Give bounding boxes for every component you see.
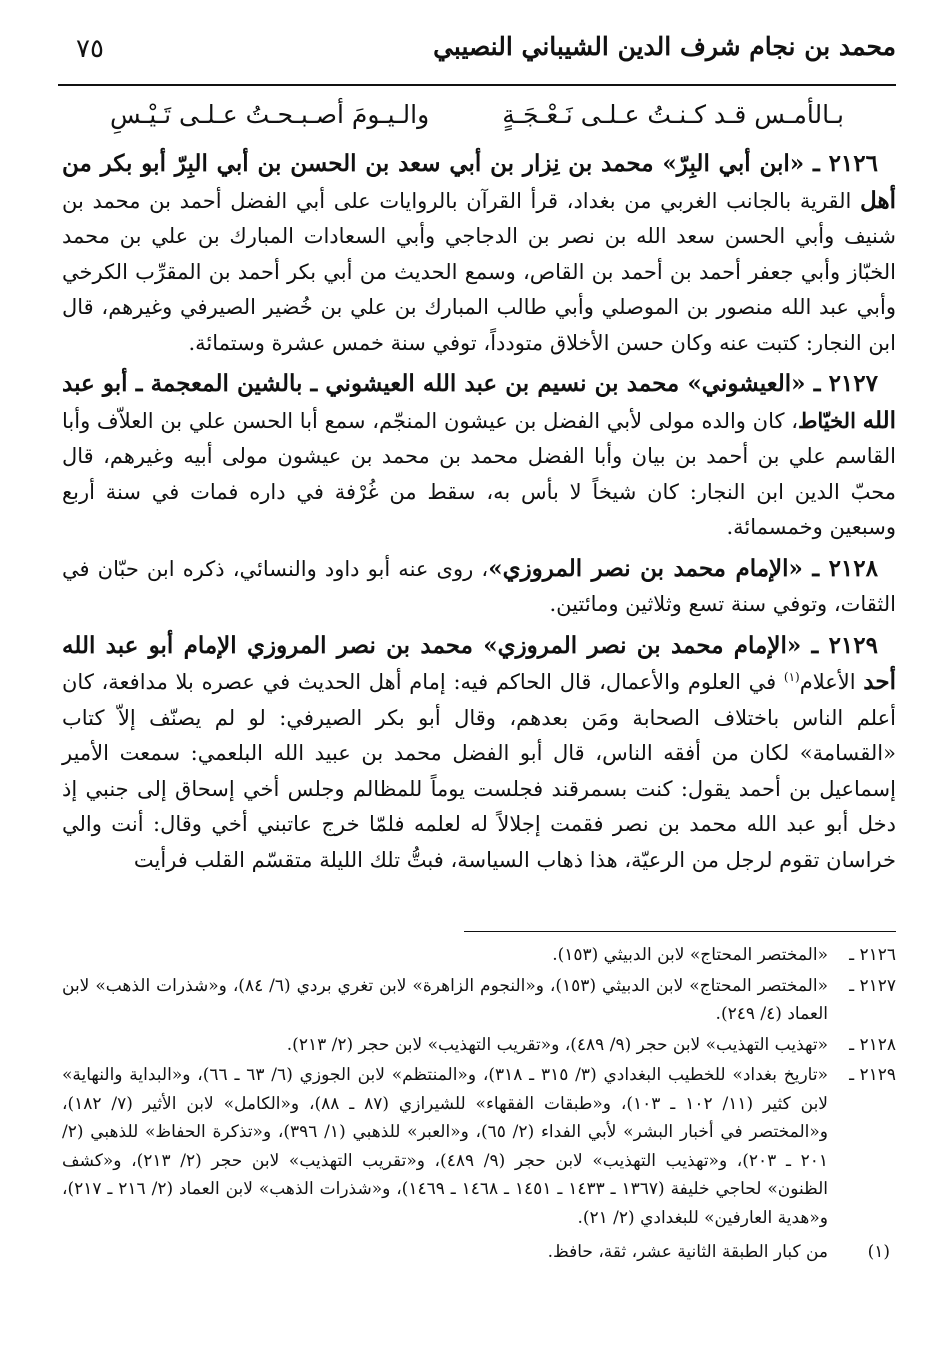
entry-heading-continued: الخيّاط [797, 407, 856, 433]
verse-second-hemistich: والـيـومَ أصـبـحـتُ عـلـى تَـيْـسِ [110, 100, 430, 129]
source-text: «تاريخ بغداد» للخطيب البغدادي (٣/ ٣١٥ ـ ٣١٨)، و«المنتظم» لابن الجوزي (٦/ ٦٣ ـ ٦٦)، و«البداية والنهاية» لابن كثير (١١/ ١٠٢ ـ ١٠٣)، و«طبقات الفقهاء» للشيرازي (٨٧ ـ ٨٨)، و«الكامل» لابن الأثير (٧/ ١٨٢)، و«المختصر في أخبار البشر» لأبي الفداء (٢/ ٦٥)، و«العبر» للذهبي (١/ ٣٩٦)، و«تذكرة الحفاظ» للذهبي (٢/ ٢٠١ ـ ٢٠٣)، و«تهذيب التهذيب» لابن حجر (٩/ ٤٨٩)، و«تقريب التهذيب» لابن حجر (٢/ ٢١٣)، و«كشف الظنون» لحاجي خليفة (١٣٦٧ ـ ١٤٣٣ ـ ١٤٥١ ـ ١٤٦٨ ـ ١٤٦٩)، و«شذرات الذهب» لابن العماد (٢/ ٢١٦ ـ ٢١٧)، و«هدية العارفين» للبغدادي (٢/ ٢١). [62, 1065, 828, 1228]
source-item [62, 1061, 896, 1232]
entry-heading: «العيشوني» محمد بن نسيم بن عبد الله العيشوني ـ بالشين المعجمة ـ أبو عبد الله [62, 370, 896, 434]
entry-heading: «الإمام محمد بن نصر المروزي» محمد بن نصر المروزي الإمام أبو عبد الله أحد [62, 631, 896, 695]
entry-2128: ٢١٢٨ ـ «الإمام محمد بن نصر المروزي»، روى عنه أبو داود والنسائي، ذكره ابن حبّان في الثقات، وتوفي سنة تسع وثلاثين ومائتين. [62, 554, 896, 616]
source-number: ٢١٢٨ ـ [849, 1034, 896, 1055]
source-number: ٢١٢٦ ـ [849, 945, 896, 965]
entry-number: ٢١٢٧ [828, 370, 878, 397]
entry-number: ٢١٢٦ [828, 150, 878, 177]
sources-section [62, 941, 896, 1267]
header-divider [58, 84, 896, 86]
footnote [62, 1238, 896, 1267]
source-text: «تهذيب التهذيب» لابن حجر (٩/ ٤٨٩)، و«تقريب التهذيب» لابن حجر (٢/ ٢١٣). [286, 1034, 828, 1055]
verse-first-hemistich: بـالأمـس قـد كـنـتُ عـلـى نَـعْـجَـةٍ [502, 100, 844, 129]
entry-text: ، روى عنه أبو داود والنسائي، ذكره ابن حبّان في الثقات، وتوفي سنة تسع وثلاثين ومائتين. [62, 556, 896, 616]
footnote-marker: (١) [867, 1242, 890, 1262]
source-number: ٢١٢٩ ـ [849, 1065, 896, 1085]
entry-number: ٢١٢٩ [828, 631, 878, 659]
entry-text-lead: الأعلام [799, 670, 856, 694]
source-text: «المختصر المحتاج» لابن الدبيثي (١٥٣). [552, 945, 828, 965]
source-item [62, 941, 896, 970]
main-text [62, 146, 896, 883]
footnote-text: من كبار الطبقة الثانية عشر، ثقة، حافظ. [547, 1242, 828, 1262]
entry-heading: «الإمام محمد بن نصر المروزي» [488, 554, 803, 582]
source-number: ٢١٢٧ ـ [849, 975, 896, 996]
page-header [58, 30, 896, 74]
entry-text: ، كان والده مولى لأبي الفضل بن عيشون المنجّم، سمع أبا الحسن علي بن العلاّف وأبا القاسم علي بن أحمد بن بيان وأبا الفضل محمد بن محمد بن عيشون مولى أبيه وغيرهم، قال محبّ الدين ابن النجار: كان شيخاً لا بأس به، سقط من غُرْفة في داره فمات في سنة أربع وسبعين وخمسمائة. [62, 408, 896, 539]
source-item [62, 1031, 896, 1060]
page-number: ٧٥ [76, 34, 104, 64]
entry-2127: ٢١٢٧ ـ «العيشوني» محمد بن نسيم بن عبد الله العيشوني ـ بالشين المعجمة ـ أبو عبد الله الخيّاط، كان والده مولى لأبي الفضل بن عيشون المنجّم، سمع أبا الحسن علي بن العلاّف وأبا القاسم علي بن أحمد بن بيان وأبا الفضل محمد بن محمد بن عيشون مولى أبيه وغيرهم، قال محبّ الدين ابن النجار: كان شيخاً لا بأس به، سقط من غُرْفة في داره فمات في سنة أربع وسبعين وخمسمائة. [62, 370, 896, 539]
running-title: محمد بن نجام شرف الدين الشيباني النصيبي [433, 32, 896, 61]
footnote-divider [464, 931, 896, 932]
entry-text: القرية بالجانب الغربي من بغداد، قرأ القرآن بالروايات على أبي الفضل أحمد بن محمد بن شنيف وأبي الحسن سعد الله بن نصر بن الدجاجي وأبي السعادات المبارك بن علي بن محمد الخبّاز وأبي جعفر أحمد بن أحمد بن القاص، وسمع الحديث من أبي بكر أحمد بن المقرِّب الكرخي وأبي عبد الله منصور بن الموصلي وأبي طالب المبارك بن علي بن خُضير الصيرفي وغيرهم، قال ابن النجار: كتبت عنه وكان حسن الأخلاق متودداً، توفي سنة خمس عشرة وستمائة. [62, 188, 896, 355]
source-text: «المختصر المحتاج» لابن الدبيثي (١٥٣)، و«النجوم الزاهرة» لابن تغري بردي (٦/ ٨٤)، و«شذرات الذهب» لابن العماد (٤/ ٢٤٩). [62, 975, 828, 1024]
entry-2129: ٢١٢٩ ـ «الإمام محمد بن نصر المروزي» محمد بن نصر المروزي الإمام أبو عبد الله أحد الأعلام$^{(١)}$ في العلوم والأعمال، قال الحاكم فيه: إمام أهل الحديث في عصره بلا مدافعة، كان أعلم الناس باختلاف الصحابة ومَن بعدهم، وقال أبو بكر الصيرفي: لو لم يصنّف إلاّ كتاب «القسامة» لكان من أفقه الناس، قال أبو الفضل محمد بن عبيد الله البلعمي: سمعت الأمير إسماعيل بن أحمد يقول: كنت بسمرقند فجلست يوماً للمظالم وجلس أخي إسحاق إلى جنبي إذ دخل أبو عبد الله محمد بن نصر فقمت إجلالاً له لعلمه فلمّا خرج عاتبني أخي وقال: أنت والي خراسان تقوم لرجل من الرعيّة، هذا ذهاب السياسة، فبتُّ تلك الليلة متقسّم القلب فرأيت [62, 631, 896, 872]
source-item [62, 972, 896, 1029]
entry-2126: ٢١٢٦ ـ «ابن أبي البِرّ» محمد بن نِزار بن أبي سعد بن الحسن بن أبي البِرّ أبو بكر من أهل القرية بالجانب الغربي من بغداد، قرأ القرآن بالروايات على أبي الفضل أحمد بن محمد بن شنيف وأبي الحسن سعد الله بن نصر بن الدجاجي وأبي السعادات المبارك بن علي بن محمد الخبّاز وأبي جعفر أحمد بن أحمد بن القاص، وسمع الحديث من أبي بكر أحمد بن المقرِّب الكرخي وأبي عبد الله منصور بن الموصلي وأبي طالب المبارك بن علي بن خُضير الصيرفي وغيرهم، قال ابن النجار: كتبت عنه وكان حسن الأخلاق متودداً، توفي سنة خمس عشرة وستمائة. [62, 150, 896, 355]
footnote-reference[interactable]: (١) [783, 670, 800, 684]
poetry-verse [110, 100, 844, 140]
entry-text: في العلوم والأعمال، قال الحاكم فيه: إمام أهل الحديث في عصره بلا مدافعة، كان أعلم الناس باختلاف الصحابة ومَن بعدهم، وقال أبو بكر الصيرفي: لو لم يصنّف إلاّ كتاب «القسامة» لكان من أفقه الناس، قال أبو الفضل محمد بن عبيد الله البلعمي: سمعت الأمير إسماعيل بن أحمد يقول: كنت بسمرقند فجلست يوماً للمظالم وجلس أخي إسحاق إلى جنبي إذ دخل أبو عبد الله محمد بن نصر فقمت إجلالاً له لعلمه فلمّا خرج عاتبني أخي وقال: أنت والي خراسان تقوم لرجل من الرعيّة، هذا ذهاب السياسة، فبتُّ تلك الليلة متقسّم القلب فرأيت [62, 670, 896, 872]
entry-heading: «ابن أبي البِرّ» محمد بن نِزار بن أبي سعد بن الحسن بن أبي البِرّ أبو بكر من أهل [62, 150, 896, 214]
entry-number: ٢١٢٨ [828, 554, 878, 582]
